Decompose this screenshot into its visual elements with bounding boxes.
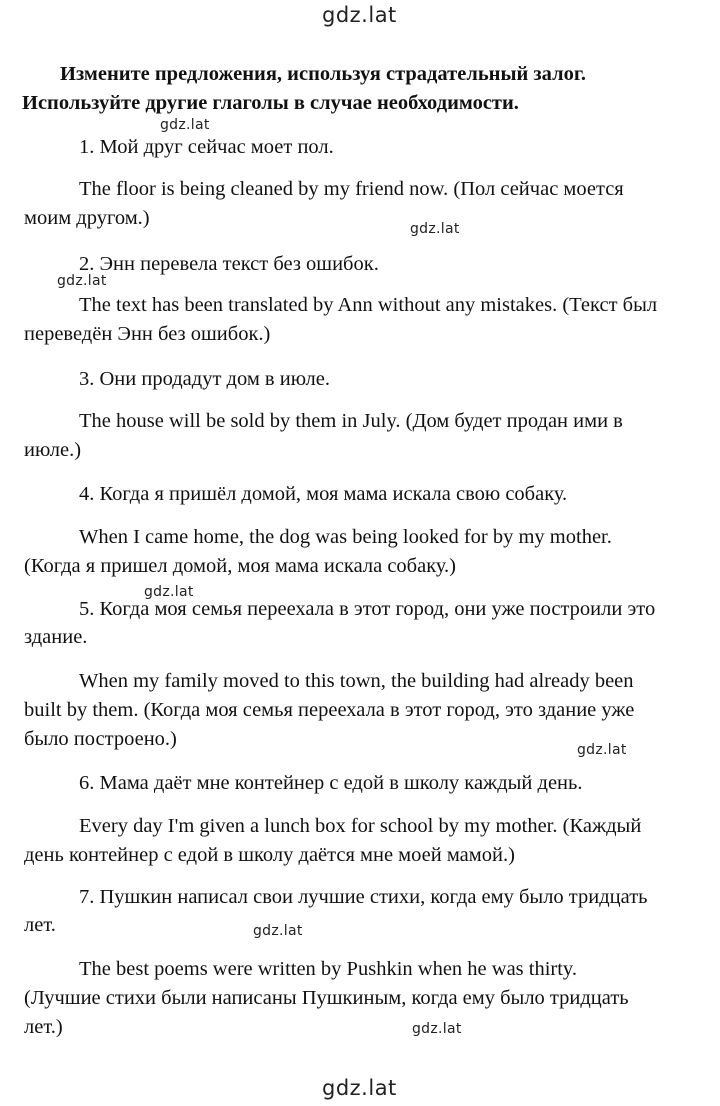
item-prompt: 7. Пушкин написал свои лучшие стихи, когда ему было тридцать (79, 886, 648, 908)
item-answer: built by them. (Когда моя семья переехала в этот город, это здание уже (24, 699, 635, 721)
item-prompt: 5. Когда моя семья переехала в этот город, они уже построили это (79, 598, 656, 620)
item-answer: моим другом.) (24, 207, 150, 229)
item-answer: When I came home, the dog was being looked for by my mother. (79, 526, 612, 548)
item-answer: переведён Энн без ошибок.) (24, 323, 271, 345)
watermark-inline: gdz.lat (410, 221, 460, 237)
item-prompt: 3. Они продадут дом в июле. (79, 368, 330, 390)
watermark-bottom: gdz.lat (322, 1076, 397, 1100)
item-prompt: 1. Мой друг сейчас моет пол. (79, 136, 334, 158)
item-answer: The text has been translated by Ann without any mistakes. (Текст был (79, 294, 658, 316)
task-heading-line-1: Измените предложения, используя страдательный залог. (60, 63, 586, 85)
task-heading-line-2: Используйте другие глаголы в случае необходимости. (22, 92, 519, 114)
item-answer: июле.) (24, 439, 82, 461)
watermark-inline: gdz.lat (577, 742, 627, 758)
item-prompt: 2. Энн перевела текст без ошибок. (79, 253, 379, 275)
item-prompt: лет. (24, 914, 56, 936)
item-answer: было построено.) (24, 728, 177, 750)
item-answer: (Когда я пришел домой, моя мама искала собаку.) (24, 555, 457, 577)
item-prompt: 6. Мама даёт мне контейнер с едой в школу каждый день. (79, 772, 583, 794)
item-answer: день контейнер с едой в школу даётся мне моей мамой.) (24, 844, 515, 866)
item-prompt: здание. (24, 626, 88, 648)
item-answer: лет.) (24, 1016, 63, 1038)
item-answer: The floor is being cleaned by my friend now. (Пол сейчас моется (79, 178, 624, 200)
item-answer: When my family moved to this town, the building had already been (79, 670, 634, 692)
item-answer: The best poems were written by Pushkin when he was thirty. (79, 958, 577, 980)
watermark-inline: gdz.lat (412, 1021, 462, 1037)
item-prompt: 4. Когда я пришёл домой, моя мама искала свою собаку. (79, 483, 568, 505)
watermark-inline: gdz.lat (160, 117, 210, 133)
watermark-top: gdz.lat (322, 3, 397, 27)
item-answer: The house will be sold by them in July. (Дом будет продан ими в (79, 410, 623, 432)
watermark-inline: gdz.lat (253, 923, 303, 939)
item-answer: (Лучшие стихи были написаны Пушкиным, когда ему было тридцать (24, 987, 629, 1009)
watermark-inline: gdz.lat (57, 273, 107, 289)
item-answer: Every day I'm given a lunch box for school by my mother. (Каждый (79, 815, 642, 837)
watermark-inline: gdz.lat (144, 584, 194, 600)
